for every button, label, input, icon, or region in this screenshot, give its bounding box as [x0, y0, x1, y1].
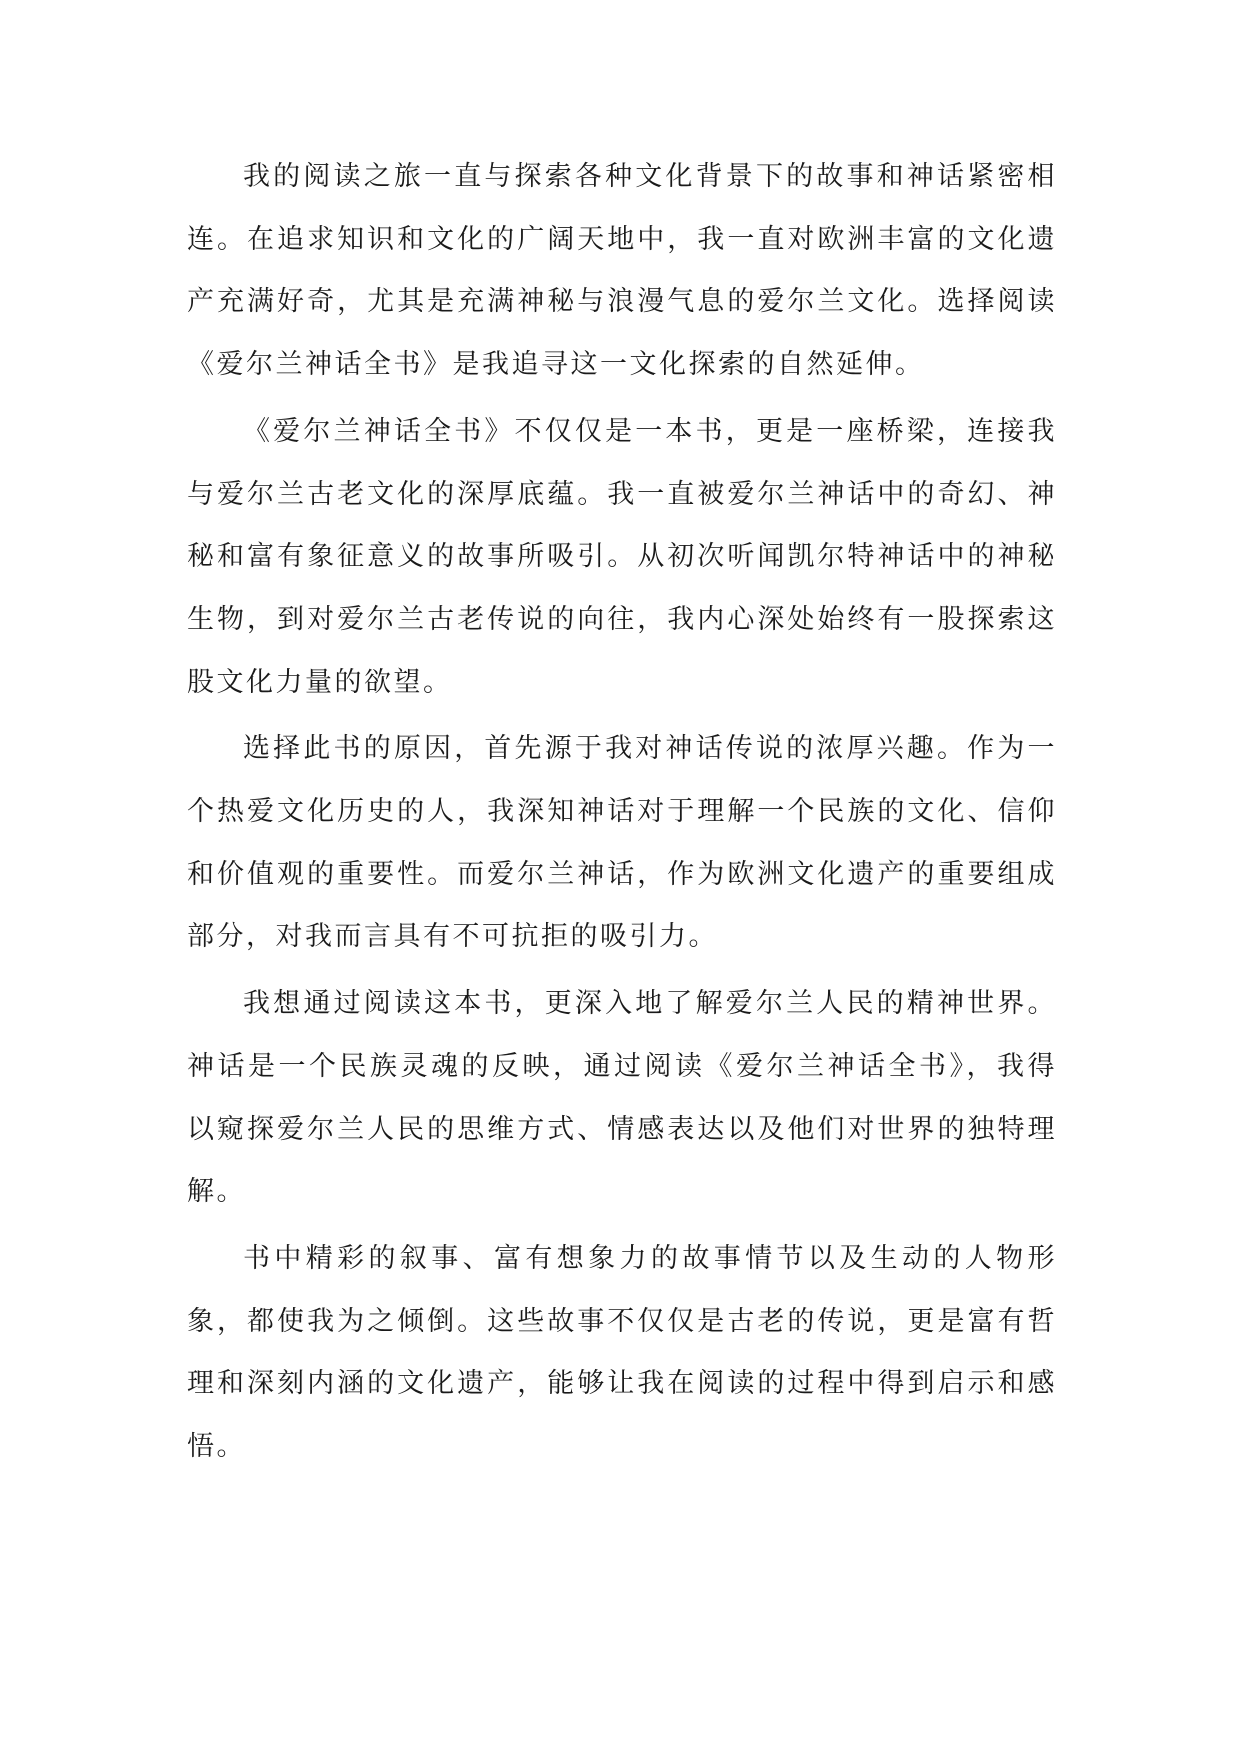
document-body: [187, 146, 1057, 1483]
paragraph-5: 书中精彩的叙事、富有想象力的故事情节以及生动的人物形象，都使我为之倾倒。这些故事不仅仅是古老的传说，更是富有哲理和深刻内涵的文化遗产，能够让我在阅读的过程中得到启示和感悟。: [187, 1242, 1057, 1463]
paragraph-4: 我想通过阅读这本书，更深入地了解爱尔兰人民的精神世界。神话是一个民族灵魂的反映，通过阅读《爱尔兰神话全书》，我得以窥探爱尔兰人民的思维方式、情感表达以及他们对世界的独特理解。: [187, 988, 1057, 1208]
paragraph-3: 选择此书的原因，首先源于我对神话传说的浓厚兴趣。作为一个热爱文化历史的人，我深知神话对于理解一个民族的文化、信仰和价值观的重要性。而爱尔兰神话，作为欧洲文化遗产的重要组成部分，对我而言具有不可抗拒的吸引力。: [187, 733, 1057, 953]
paragraph-2: 《爱尔兰神话全书》不仅仅是一本书，更是一座桥梁，连接我与爱尔兰古老文化的深厚底蕴。我一直被爱尔兰神话中的奇幻、神秘和富有象征意义的故事所吸引。从初次听闻凯尔特神话中的神秘生物，到对爱尔兰古老传说的向往，我内心深处始终有一股探索这股文化力量的欲望。: [187, 415, 1057, 698]
paragraph-1: 我的阅读之旅一直与探索各种文化背景下的故事和神话紧密相连。在追求知识和文化的广阔天地中，我一直对欧洲丰富的文化遗产充满好奇，尤其是充满神秘与浪漫气息的爱尔兰文化。选择阅读《爱尔兰神话全书》是我追寻这一文化探索的自然延伸。: [187, 161, 1057, 381]
